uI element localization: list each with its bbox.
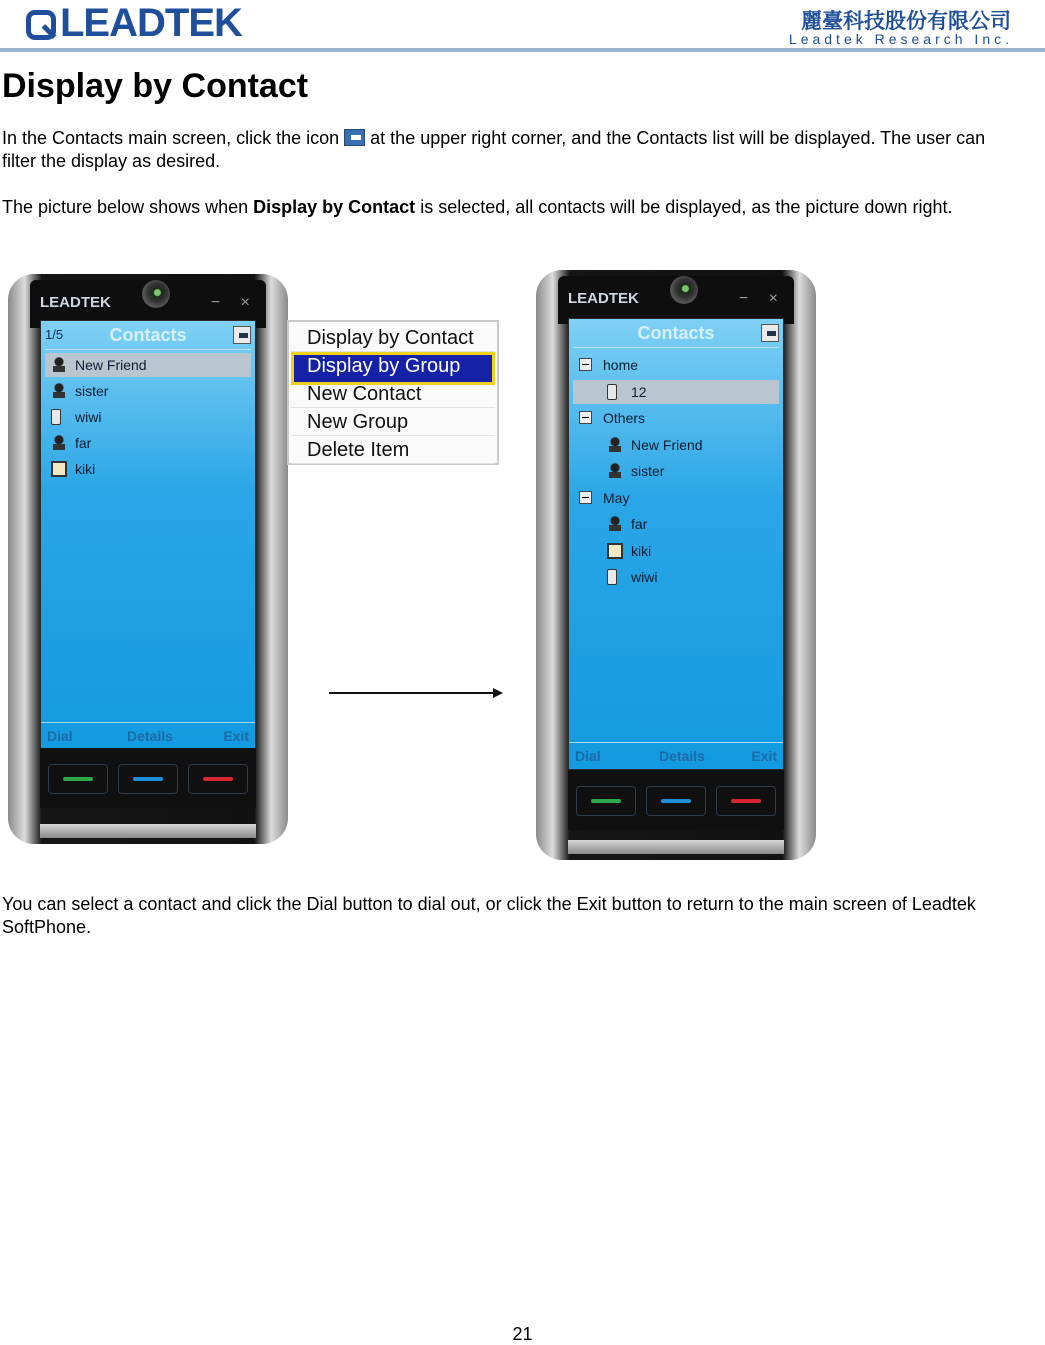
phone-icon xyxy=(607,384,617,400)
menu-item-label: New Contact xyxy=(307,383,422,405)
page-title: Display by Contact xyxy=(2,67,309,105)
menu-item-label: Delete Item xyxy=(307,439,410,461)
intro-text-start: In the Contacts main screen, click the icon xyxy=(2,128,345,148)
contact-label: wiwi xyxy=(75,409,102,425)
contact-row[interactable] xyxy=(573,353,779,377)
contacts-titlebar xyxy=(41,321,255,349)
phone-icon xyxy=(51,409,61,425)
contact-row[interactable] xyxy=(573,459,779,483)
contact-row[interactable] xyxy=(45,353,251,377)
window-controls[interactable]: − × xyxy=(210,294,258,311)
menu-item[interactable] xyxy=(291,408,495,436)
filter-icon[interactable] xyxy=(761,324,779,342)
phone-keypad xyxy=(568,770,784,830)
description-paragraph xyxy=(2,196,1022,219)
minus-icon xyxy=(579,358,592,371)
contact-label: 12 xyxy=(631,383,647,400)
dial-button[interactable]: Dial xyxy=(575,748,601,764)
right-arrow xyxy=(329,692,495,694)
contact-label: sister xyxy=(75,383,109,399)
desc-text-start: The picture below shows when xyxy=(2,197,254,217)
closing-paragraph: You can select a contact and click the Dial button to dial out, or click the Exit button to return to the main screen of Leadtek SoftPhone. xyxy=(2,894,976,937)
contact-row[interactable] xyxy=(45,405,251,429)
call-key[interactable] xyxy=(576,786,636,816)
contact-label: far xyxy=(631,516,648,532)
menu-key[interactable] xyxy=(646,786,706,816)
contacts-screen xyxy=(568,318,784,770)
desc-bold-term: Display by Contact xyxy=(253,197,416,217)
filter-icon[interactable] xyxy=(233,326,251,344)
company-name-en: Leadtek Research Inc. xyxy=(788,31,1013,47)
menu-item[interactable] xyxy=(291,324,495,352)
menu-item-label: Display by Contact xyxy=(307,327,474,349)
contact-row[interactable] xyxy=(45,431,251,455)
softkey-bar xyxy=(41,722,255,749)
contacts-title: Contacts xyxy=(109,325,187,345)
phone-bottom-bar xyxy=(40,824,256,838)
page-header xyxy=(0,0,1045,52)
desc-text-end: is selected, all contacts will be displayed, as the picture down right. xyxy=(415,197,953,217)
intro-paragraph xyxy=(2,127,1022,173)
camera-icon xyxy=(142,280,170,308)
contact-label: sister xyxy=(631,463,665,479)
page-indicator: 1/5 xyxy=(45,327,64,342)
filter-icon xyxy=(344,129,365,146)
contact-label: Others xyxy=(603,410,646,426)
call-key[interactable] xyxy=(48,764,108,794)
phone-bottom-bar xyxy=(568,840,784,854)
contact-row[interactable] xyxy=(573,539,779,563)
contact-label: far xyxy=(75,435,92,451)
person-icon xyxy=(607,437,623,453)
hangup-key[interactable] xyxy=(188,764,248,794)
contact-row[interactable] xyxy=(573,512,779,536)
contact-label: New Friend xyxy=(631,436,703,453)
right-phone-screenshot xyxy=(536,270,816,860)
page-number: 21 xyxy=(512,1324,533,1344)
card-icon xyxy=(607,543,623,559)
logo-text: LEADTEK xyxy=(60,1,242,45)
minus-icon xyxy=(579,491,592,504)
menu-item-label: New Group xyxy=(307,411,409,433)
phone-icon xyxy=(607,569,617,585)
menu-key[interactable] xyxy=(118,764,178,794)
contact-label: kiki xyxy=(75,461,96,477)
hangup-key[interactable] xyxy=(716,786,776,816)
contact-row[interactable] xyxy=(573,433,779,457)
menu-item-label: Display by Group xyxy=(307,355,461,377)
title-divider xyxy=(573,347,779,348)
details-button[interactable]: Details xyxy=(127,728,173,744)
dial-button[interactable]: Dial xyxy=(47,728,73,744)
contact-label: May xyxy=(603,489,630,506)
contact-row[interactable] xyxy=(45,379,251,403)
phone-brand: LEADTEK xyxy=(568,290,639,307)
phone-brand: LEADTEK xyxy=(40,294,111,311)
menu-item[interactable] xyxy=(291,436,495,464)
phone-keypad xyxy=(40,748,256,808)
person-icon xyxy=(51,435,67,451)
phone-top-bar xyxy=(558,276,794,324)
logo-mark-icon xyxy=(26,10,56,40)
details-button[interactable]: Details xyxy=(659,748,705,764)
contact-row[interactable] xyxy=(573,406,779,430)
camera-icon xyxy=(670,276,698,304)
contact-label: New Friend xyxy=(75,357,147,373)
minus-icon xyxy=(579,411,592,424)
contact-label: wiwi xyxy=(631,569,658,585)
person-icon xyxy=(607,463,623,479)
title-divider xyxy=(45,349,251,350)
contact-label: home xyxy=(603,357,639,373)
contact-row[interactable] xyxy=(45,457,251,481)
leadtek-logo xyxy=(26,2,242,44)
person-icon xyxy=(607,516,623,532)
menu-item[interactable] xyxy=(291,380,495,408)
contact-row[interactable] xyxy=(573,565,779,589)
person-icon xyxy=(51,383,67,399)
softkey-bar xyxy=(569,742,783,769)
contact-row[interactable] xyxy=(573,380,779,404)
left-phone-screenshot xyxy=(8,274,288,844)
contacts-title: Contacts xyxy=(637,323,715,343)
contacts-titlebar xyxy=(569,319,783,347)
exit-button[interactable]: Exit xyxy=(223,728,249,744)
window-controls[interactable]: − × xyxy=(738,290,786,307)
company-name-cn: 麗臺科技股份有限公司 xyxy=(801,9,1011,33)
exit-button[interactable]: Exit xyxy=(751,748,777,764)
header-rule xyxy=(0,48,1045,52)
card-icon xyxy=(51,461,67,477)
contacts-screen xyxy=(40,320,256,750)
contact-label: kiki xyxy=(631,542,652,559)
contact-row[interactable] xyxy=(573,486,779,510)
filter-menu xyxy=(287,320,499,465)
person-icon xyxy=(51,357,67,373)
intro-text-end: at the upper right corner, and the Contacts list will be displayed. The user can filter the display as desired. xyxy=(2,128,986,171)
